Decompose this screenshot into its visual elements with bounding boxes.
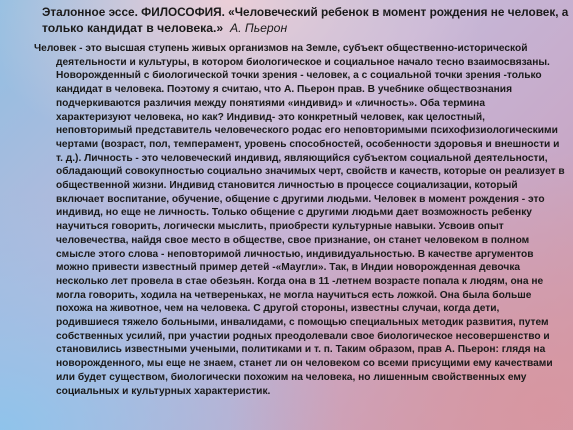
essay-line: индивид, но еще не личность. Только общение с другими людьми дает возможность ребенку bbox=[56, 207, 532, 219]
essay-line: могла говорить, ходила на четвереньках, не могла научиться есть ложкой. Она была больше bbox=[56, 289, 532, 301]
essay-title-line-2: только кандидат в человека.» bbox=[42, 21, 224, 35]
quote-author: А. Пьерон bbox=[229, 21, 288, 35]
essay-line: чертами (возраст, пол, темперамент, уровень способностей, особенности здоровья и внешности и bbox=[56, 138, 560, 150]
essay-line: похожа на животное, чем на человека. С другой стороны, известны случаи, когда дети, bbox=[56, 303, 500, 315]
essay-line: собственных усилий, при участии родных преодолевали свое биологическое несовершенство и bbox=[56, 330, 550, 342]
essay-body bbox=[34, 42, 564, 398]
essay-line: включает воспитание, обучение, общение с другими людьми. Человек в момент рождения - это bbox=[56, 193, 545, 205]
essay-line: несколько лет провела в стае обезьян. Когда она в 11 -летнем возрасте попала к людям, она не bbox=[56, 275, 544, 287]
essay-line: кандидат в человека. Поэтому я считаю, что А. Пьерон прав. В учебнике обществознания bbox=[56, 84, 513, 96]
essay-title bbox=[42, 4, 567, 36]
essay-line: или будет существом, биологически похожим на человека, но лишенным свойственных ему bbox=[56, 371, 527, 383]
essay-line: обладающий совокупностью социально значимых черт, свойств и качеств, которые он реализует в bbox=[56, 166, 565, 178]
essay-line: т. д.). Личность - это человеческий индивид, являющийся субъектом социальной деятельности, bbox=[56, 152, 548, 164]
essay-line: Человек - это высшая ступень живых организмов на Земле, субъект общественно-исторической bbox=[34, 43, 528, 54]
essay-line: новорожденного, мы еще не знаем, станет ли он человеком со всеми присущими ему качествами bbox=[56, 358, 553, 370]
essay-line: смысле этого слова - неповторимой личностью, индивидуальностью. В качестве аргументов bbox=[56, 248, 534, 260]
essay-title-line-1: Эталонное эссе. ФИЛОСОФИЯ. «Человеческий ребенок в момент рождения не человек, а bbox=[42, 5, 569, 19]
essay-line: подчеркиваются различия между понятиями «индивид» и «личность». Оба термина bbox=[56, 97, 485, 109]
essay-line: научиться говорить, логически мыслить, приобрести культурные навыки. Усвоив опыт bbox=[56, 221, 504, 233]
essay-line: родившиеся тяжело больными, инвалидами, с помощью специальных методик развития, путем bbox=[56, 317, 549, 329]
essay-line: социальных и культурных характеристик. bbox=[56, 385, 271, 397]
essay-line: можно привести известный пример детей -«Маугли». Так, в Индии новорожденная девочка bbox=[56, 262, 521, 274]
essay-line: становились известными учеными, политиками и т. п. Таким образом, прав А. Пьерон: глядя на bbox=[56, 344, 546, 356]
essay-line: человечества, найдя свое место в обществе, свое признание, он станет человеком в полном bbox=[56, 234, 530, 246]
essay-line: Новорожденный с биологической точки зрения - человек, а с социальной точки зрения -только bbox=[56, 70, 542, 82]
essay-line: общественной жизни. Индивид становится личностью в процессе социализации, который bbox=[56, 180, 518, 192]
essay-line: характеризуют человека, но как? Индивид- это конкретный человек, как целостный, bbox=[56, 111, 485, 123]
essay-line: неповторимый представитель человеческого родас его неповторимыми психофизиологическими bbox=[56, 125, 558, 137]
essay-line: деятельности и культуры, в котором биологическое и социальное начало тесно взаимосвязаны. bbox=[56, 56, 550, 68]
